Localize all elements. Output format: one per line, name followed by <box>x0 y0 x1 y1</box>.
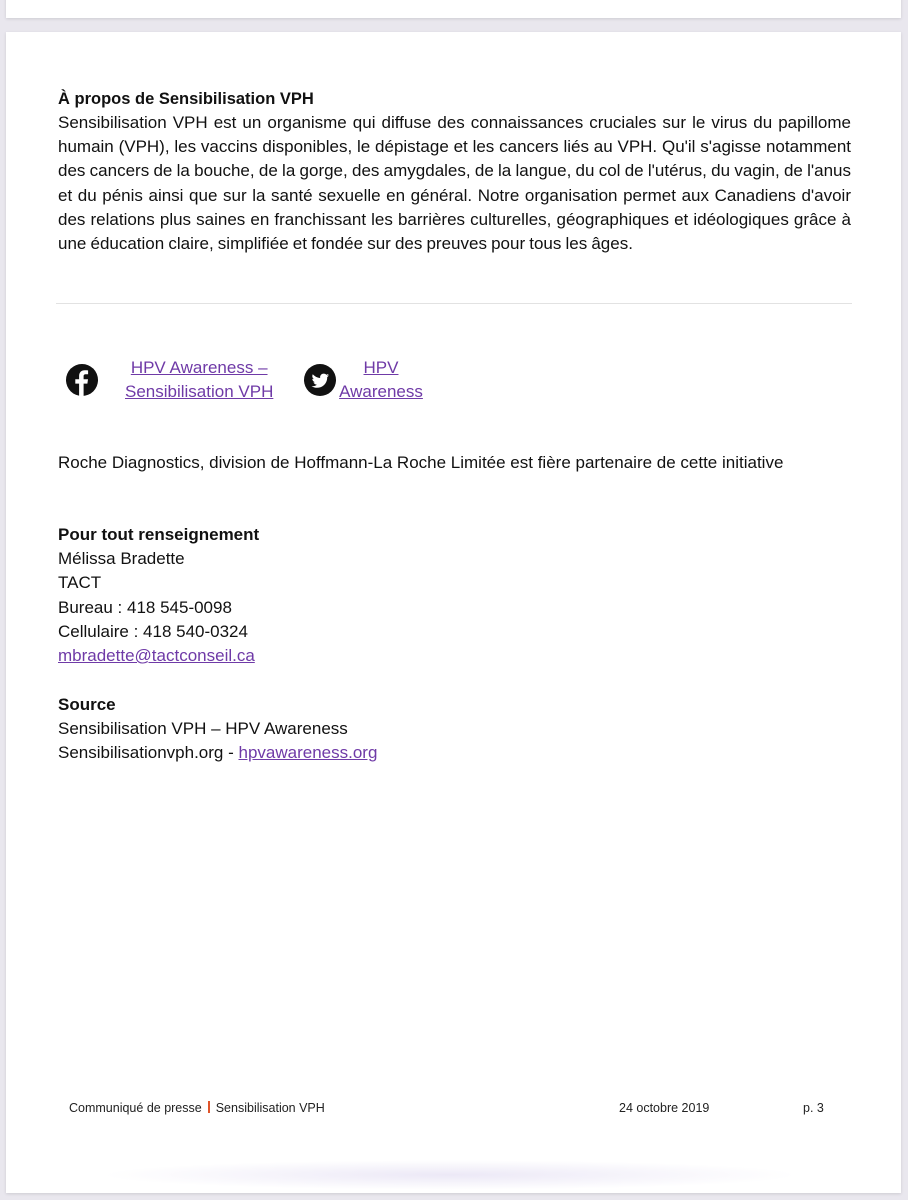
facebook-link[interactable] <box>125 356 273 404</box>
source-line2-prefix: Sensibilisationvph.org - <box>58 743 239 763</box>
hpvawareness-link[interactable]: hpvawareness.org <box>238 743 378 763</box>
contact-section <box>58 523 851 668</box>
facebook-icon[interactable] <box>66 364 98 396</box>
contact-name: Mélissa Bradette <box>58 549 185 569</box>
twitter-link[interactable] <box>336 356 426 404</box>
contact-mobile-phone: Cellulaire : 418 540-0324 <box>58 621 248 641</box>
source-heading: Source <box>58 695 116 714</box>
twitter-link-line2[interactable]: Awareness <box>339 382 423 401</box>
about-section <box>58 87 851 256</box>
footer-left <box>69 1100 325 1116</box>
footer-org: Sensibilisation VPH <box>215 1101 325 1115</box>
contact-company: TACT <box>58 573 102 593</box>
partner-statement: Roche Diagnostics, division de Hoffmann-La Roche Limitée est fière partenaire de cette initiative <box>58 453 784 472</box>
facebook-link-group[interactable] <box>66 356 273 404</box>
source-line1: Sensibilisation VPH – HPV Awareness <box>58 719 348 739</box>
about-body: Sensibilisation VPH est un organisme qui diffuse des connaissances cruciales sur le virus du papillome humain (VPH), les vaccins disponibles, le dépistage et les cancers liés au VPH. Qu'il s'agisse notamment des cancers de la bouche, de la gorge, des amygdales, de la langue, du col de l'utérus, du vagin, de l'anus et du pénis ainsi que sur la santé sexuelle en général. Notre organisation permet aux Canadiens d'avoir des relations plus saines en franchissant les barrières culturelles, géographiques et idéologiques grâce à une éducation claire, simplifiée et fondée sur des preuves pour tous les âges. <box>58 113 851 254</box>
footer-page-number: p. 3 <box>803 1101 824 1115</box>
contact-heading: Pour tout renseignement <box>58 525 260 544</box>
about-title: À propos de Sensibilisation VPH <box>58 90 314 108</box>
document-page <box>6 32 901 1193</box>
twitter-link-group[interactable] <box>304 356 426 404</box>
previous-page-edge <box>6 0 901 18</box>
contact-email-link[interactable]: mbradette@tactconseil.ca <box>58 646 255 666</box>
page-bottom-shadow <box>100 1160 800 1190</box>
source-line2 <box>58 741 851 765</box>
contact-office-phone: Bureau : 418 545-0098 <box>58 597 232 617</box>
footer-separator <box>208 1101 210 1113</box>
twitter-link-line1[interactable]: HPV <box>363 358 399 377</box>
facebook-link-line2[interactable]: Sensibilisation VPH <box>125 382 274 401</box>
section-divider <box>56 303 852 304</box>
source-section <box>58 693 851 766</box>
facebook-link-line1[interactable]: HPV Awareness – <box>130 358 268 377</box>
twitter-icon[interactable] <box>304 364 336 396</box>
footer-date: 24 octobre 2019 <box>619 1101 710 1115</box>
footer-doc-type: Communiqué de presse <box>69 1101 202 1115</box>
